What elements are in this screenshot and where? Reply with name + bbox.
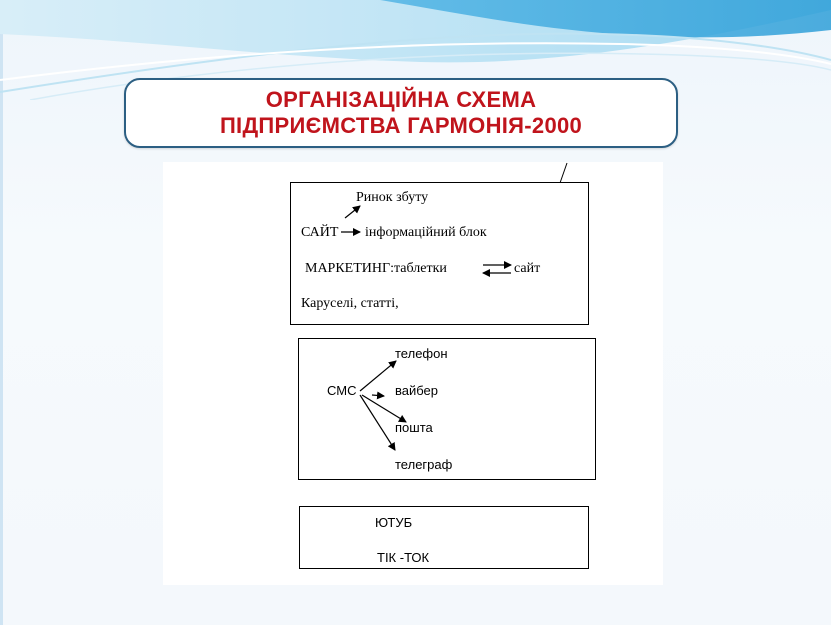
arrow-sms-to-viber xyxy=(372,395,384,396)
market-label: Ринок збуту xyxy=(356,190,429,205)
mail-label: пошта xyxy=(395,420,433,435)
info-block-label: інформаційний блок xyxy=(365,225,487,240)
arrow-sms-to-phone xyxy=(360,361,396,391)
site-small-label: сайт xyxy=(514,261,541,276)
sms-label: СМС xyxy=(327,383,357,398)
title-line-2: ПІДПРИЄМСТВА ГАРМОНІЯ-2000 xyxy=(219,113,583,138)
arrow-sms-to-telegraph xyxy=(360,395,395,450)
title-line-1: ОРГАНІЗАЦІЙНА СХЕМА xyxy=(265,87,537,112)
marketing-label: МАРКЕТИНГ:таблетки xyxy=(305,261,447,276)
telegraph-label: телеграф xyxy=(395,457,453,472)
tiktok-label: ТІК -ТОК xyxy=(377,550,430,565)
youtube-label: ЮТУБ xyxy=(375,515,413,530)
site-label: САЙТ xyxy=(301,225,339,240)
viber-label: вайбер xyxy=(395,383,439,398)
carousels-label: Каруселі, статті, xyxy=(301,296,399,311)
arrow-to-market xyxy=(345,206,360,218)
phone-label: телефон xyxy=(395,346,448,361)
